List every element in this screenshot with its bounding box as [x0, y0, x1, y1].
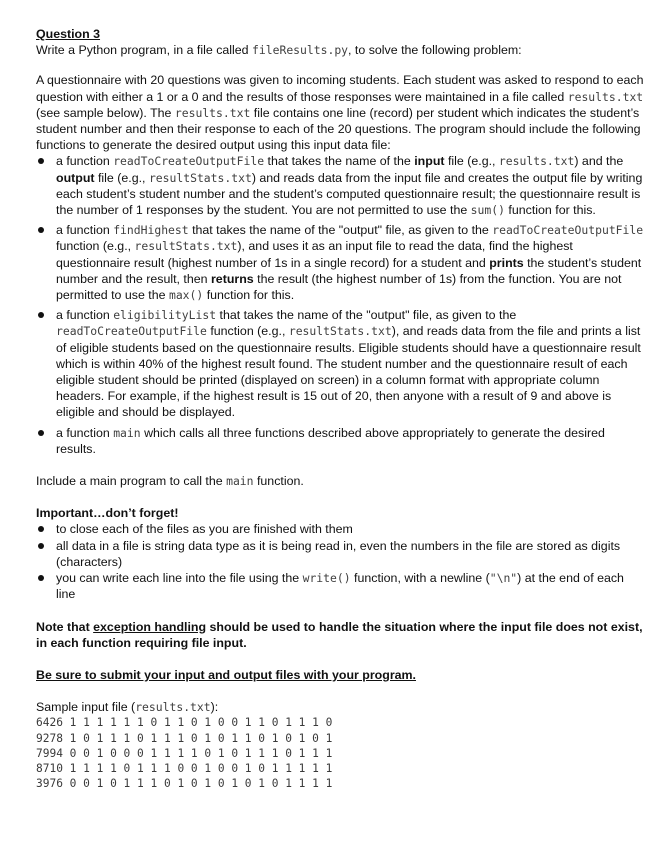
list-item-find-highest: a function findHighest that takes the name of the "output" file, as given to the readToCreateOutputFile function (e.g., resultStats.txt), and uses it as an input file to read the data, find the highest questionnaire result (highest number of 1s in a single record) for a student and prints the student’s student number and the result, then returns the result (the highest number of 1s) from the function. You are not permitted to use the max() function for this.: [36, 222, 646, 303]
bullet-icon: [38, 575, 44, 581]
bullet-icon: [38, 430, 44, 436]
list-item-string-data: all data in a file is string data type as it is being read in, even the numbers in the file are stored as digits (characters): [36, 538, 646, 570]
list-item-read-to-create: a function readToCreateOutputFile that takes the name of the input file (e.g., results.txt) and the output file (e.g., resultStats.txt) and reads data from the input file and creates the output file by writing each student’s student number and the student’s computed questionnaire result; the questionnaire result is the number of 1 responses by the student. You are not permitted to use the sum() function for this.: [36, 153, 646, 218]
code-results-txt: results.txt: [567, 89, 644, 104]
sample-data-row: 3976 0 0 1 0 1 1 1 0 1 0 1 0 1 0 1 0 1 1 1 1: [36, 777, 333, 791]
list-item-main: a function main which calls all three functions described above appropriately to generate the desired results.: [36, 425, 646, 457]
sample-data-row: 6426 1 1 1 1 1 1 0 1 1 0 1 0 0 1 1 0 1 1 1 0: [36, 716, 333, 730]
include-main-line: Include a main program to call the main function.: [36, 474, 304, 489]
exception-note: Note that exception handling should be used to handle the situation where the input file does not exist, in each function requiring file input.: [36, 619, 643, 650]
bullet-icon: [38, 543, 44, 549]
list-item-close-files: to close each of the files as you are finished with them: [36, 521, 646, 537]
question-document: [36, 26, 646, 791]
sample-data-row: 9278 1 0 1 1 1 0 1 1 1 0 1 0 1 1 0 1 0 1 0 1: [36, 731, 333, 745]
intro-filename: fileResults.py: [252, 43, 349, 58]
bullet-icon: [38, 526, 44, 532]
function-list: [36, 153, 646, 457]
bullet-icon: [38, 227, 44, 233]
code-results-txt: results.txt: [174, 105, 251, 120]
intro-prefix: Write a Python program, in a file called: [36, 43, 253, 58]
submit-note: Be sure to submit your input and output files with your program.: [36, 667, 416, 682]
intro-suffix: , to solve the following problem:: [348, 43, 522, 58]
question-title: Question 3: [36, 27, 101, 41]
problem-paragraph: A questionnaire with 20 questions was given to incoming students. Each student was asked to respond to each question with either a 1 or a 0 and the results of those responses were maintained in a file called results.txt (see sample below). The results.txt file contains one line (record) per student which indicates the student’s student number and then their response to each of the 20 questions. The program should include the following functions to generate the desired output using this input data file:: [36, 73, 644, 153]
sample-data-row: 7994 0 0 1 0 0 0 1 1 1 1 0 1 0 1 1 1 0 1 1 1: [36, 746, 333, 760]
important-list: [36, 521, 646, 602]
sample-data-block: [36, 715, 646, 791]
list-item-eligibility-list: a function eligibilityList that takes the name of the "output" file, as given to the readToCreateOutputFile function (e.g., resultStats.txt), and reads data from the file and prints a list of eligible students based on the questionnaire results. Eligible students should have a questionnaire result which is within 40% of the highest result found. The student number and the questionnaire result of each eligible student should be printed (displayed on screen) in a column format with appropriate column headers. For example, if the highest result is 15 out of 20, then anyone with a result of 9 and above is eligible and should be displayed.: [36, 307, 646, 420]
sample-data-row: 8710 1 1 1 1 0 1 1 1 0 0 1 0 0 1 0 1 1 1 1 1: [36, 761, 333, 775]
bullet-icon: [38, 158, 44, 164]
important-heading: Important…don’t forget!: [36, 506, 179, 521]
bullet-icon: [38, 312, 44, 318]
intro-line: [36, 42, 646, 58]
sample-label: Sample input file (results.txt):: [36, 700, 219, 715]
list-item-write-newline: you can write each line into the file using the write() function, with a newline ("\n") at the end of each line: [36, 570, 646, 602]
